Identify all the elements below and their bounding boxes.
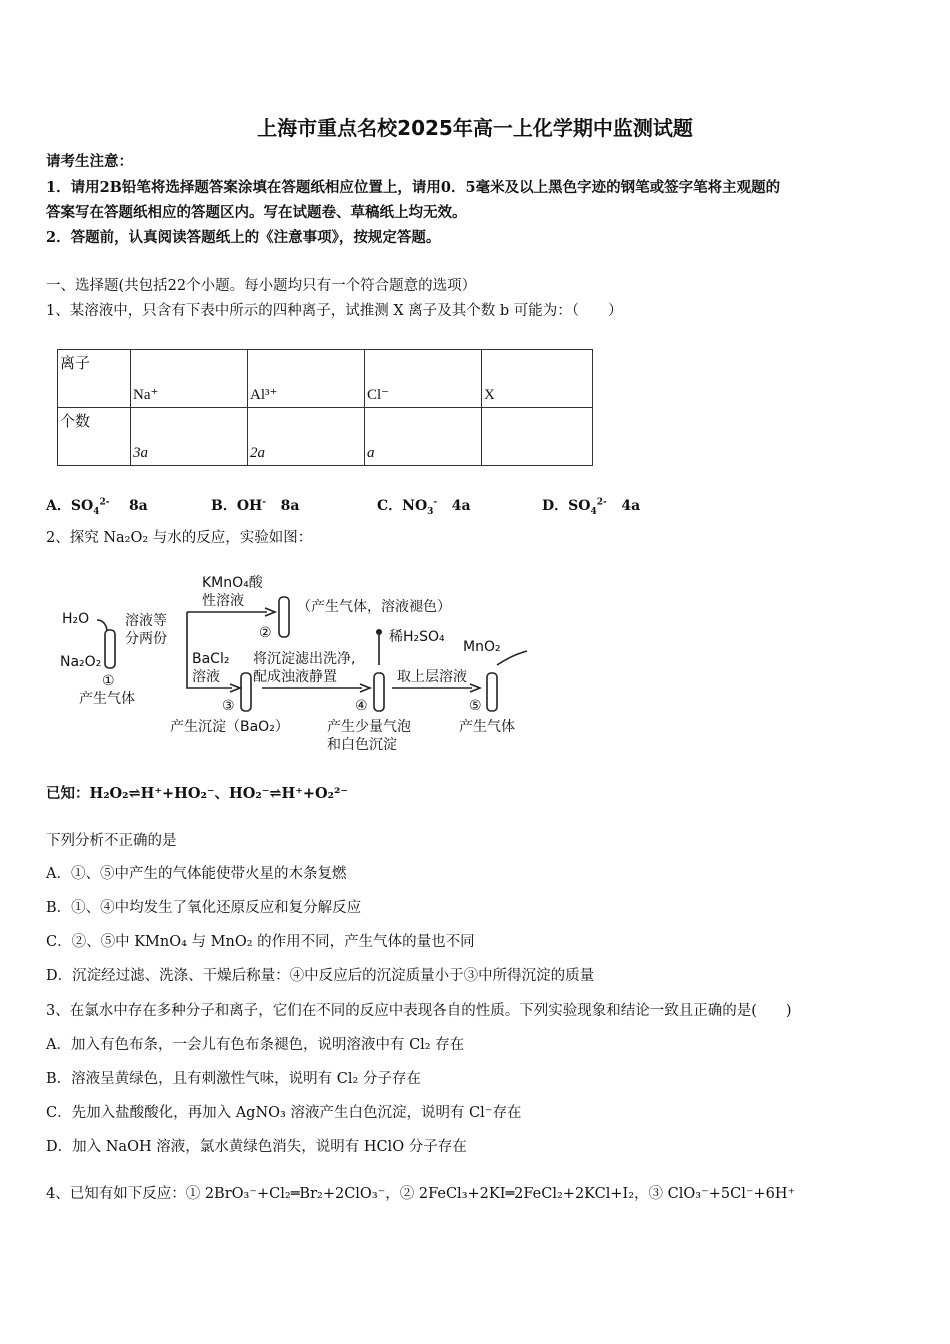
test-tube-5	[487, 673, 497, 711]
q1-option-d[interactable]	[542, 495, 640, 517]
q3-option-b[interactable]: B．溶液呈黄绿色，且有刺激性气味，说明有 Cl₂ 分子存在	[46, 1071, 421, 1087]
q3-option-d[interactable]: D．加入 NaOH 溶液，氯水黄绿色消失，说明有 HClO 分子存在	[46, 1139, 467, 1155]
label-filter-1: 将沉淀滤出洗净,	[253, 651, 356, 667]
label-mno2: MnO₂	[463, 639, 501, 655]
q1-option-a[interactable]	[46, 495, 148, 517]
label-bacl2: BaCl₂	[192, 651, 230, 667]
q4-stem: 4、已知有如下反应：① 2BrO₃⁻+Cl₂═Br₂+2ClO₃⁻，② 2FeCl₃+2KI═2FeCl₂+2KCl+I₂，③ ClO₃⁻+5Cl⁻+6H⁺	[46, 1186, 796, 1202]
option-a-sub: 4	[93, 506, 100, 517]
option-d-sup: 2-	[596, 497, 607, 508]
option-d-sub: 4	[590, 506, 597, 517]
notice-item-1b: 答案写在答题纸相应的答题区内。写在试题卷、草稿纸上均无效。	[46, 204, 467, 221]
ion-cl: Cl⁻	[367, 387, 390, 403]
label-split-1: 溶液等	[125, 613, 167, 629]
count-cl: a	[367, 445, 375, 461]
label-upper: 取上层溶液	[397, 669, 467, 685]
option-c-value: 4a	[451, 498, 471, 514]
label-kmno4: KMnO₄酸	[202, 575, 263, 591]
option-b-value: 8a	[280, 498, 300, 514]
option-d-label: D．SO	[542, 498, 591, 514]
test-tube-4	[374, 673, 384, 711]
table-cell	[58, 408, 131, 466]
table-cell	[365, 350, 482, 408]
notice-item-1a: 1．请用2B铅笔将选择题答案涂填在答题纸相应位置上，请用0．5毫米及以上黑色字迹的钢笔或签字笔将主观题的	[46, 179, 781, 196]
label-number-4: ④	[355, 698, 368, 714]
table-cell	[131, 408, 248, 466]
label-tube2-note: （产生气体，溶液褪色）	[297, 599, 451, 615]
q2-known: 已知：H₂O₂⇌H⁺+HO₂⁻、HO₂⁻⇌H⁺+O₂²⁻	[46, 785, 348, 802]
label-number-1: ①	[102, 673, 115, 689]
option-d-value: 4a	[621, 498, 641, 514]
count-al: 2a	[250, 445, 265, 461]
q2-option-b[interactable]: B．①、④中均发生了氧化还原反应和复分解反应	[46, 900, 362, 916]
q1-stem: 1、某溶液中，只含有下表中所示的四种离子，试推测 X 离子及其个数 b 可能为：（ ）	[46, 303, 623, 319]
option-a-label: A．SO	[46, 498, 94, 514]
notice-heading: 请考生注意：	[46, 153, 133, 170]
row-label-ion: 离子	[60, 354, 91, 372]
ion-na: Na⁺	[133, 387, 159, 403]
label-gas-5: 产生气体	[459, 719, 515, 735]
label-obs-4b: 和白色沉淀	[327, 737, 397, 753]
arrow-h2o	[97, 620, 107, 630]
test-tube-2	[279, 597, 289, 637]
page-title: 上海市重点名校2025年高一上化学期中监测试题	[257, 116, 693, 140]
dropper-bulb-icon	[376, 629, 382, 635]
label-number-5: ⑤	[469, 698, 482, 714]
table-row	[58, 408, 593, 466]
q1-option-c[interactable]	[377, 495, 471, 517]
label-number-2: ②	[259, 625, 272, 641]
label-number-3: ③	[222, 698, 235, 714]
table-cell	[58, 350, 131, 408]
label-filter-2: 配成浊液静置	[253, 669, 337, 685]
option-b-sup: -	[262, 497, 267, 508]
count-na: 3a	[133, 445, 148, 461]
option-b-label: B．OH	[211, 498, 263, 514]
ion-x: X	[484, 387, 495, 403]
spatula-mno2	[497, 651, 527, 665]
label-h2o: H₂O	[62, 611, 90, 627]
table-cell	[131, 350, 248, 408]
experiment-diagram	[57, 565, 537, 760]
label-obs-4a: 产生少量气泡	[327, 719, 411, 735]
label-h2so4: 稀H₂SO₄	[389, 629, 445, 645]
table-cell	[482, 408, 593, 466]
row-label-count: 个数	[60, 412, 91, 430]
q2-option-a[interactable]: A．①、⑤中产生的气体能使带火星的木条复燃	[46, 866, 347, 882]
option-a-value: 8a	[128, 498, 148, 514]
option-c-sub: 3	[427, 506, 434, 517]
test-tube-1	[105, 630, 115, 668]
table-cell	[248, 408, 365, 466]
table-row	[58, 350, 593, 408]
option-c-sup: -	[433, 497, 438, 508]
q2-option-d[interactable]: D．沉淀经过滤、洗涤、干燥后称量：④中反应后的沉淀质量小于③中所得沉淀的质量	[46, 968, 595, 984]
notice-item-2: 2．答题前，认真阅读答题纸上的《注意事项》，按规定答题。	[46, 229, 441, 246]
q3-option-a[interactable]: A．加入有色布条，一会儿有色布条褪色，说明溶液中有 Cl₂ 存在	[46, 1037, 465, 1053]
table-cell	[248, 350, 365, 408]
label-kmno4-b: 性溶液	[202, 593, 244, 609]
q3-option-c[interactable]: C．先加入盐酸酸化，再加入 AgNO₃ 溶液产生白色沉淀，说明有 Cl⁻存在	[46, 1105, 522, 1121]
ion-al: Al³⁺	[250, 387, 278, 403]
option-c-label: C．NO	[377, 498, 428, 514]
option-a-sup: 2-	[99, 497, 110, 508]
label-na2o2: Na₂O₂	[60, 654, 102, 670]
label-gas-1: 产生气体	[79, 691, 135, 707]
q1-option-b[interactable]	[211, 495, 299, 515]
q3-stem: 3、在氯水中存在多种分子和离子，它们在不同的反应中表现各自的性质。下列实验现象和结论一致且正确的是( )	[46, 1003, 792, 1019]
ion-table	[57, 349, 593, 466]
label-split-2: 分两份	[125, 631, 167, 647]
q2-stem: 2、探究 Na₂O₂ 与水的反应，实验如图：	[46, 530, 313, 546]
section-heading: 一、选择题(共包括22个小题。每小题均只有一个符合题意的选项）	[46, 278, 477, 294]
label-ppt-3: 产生沉淀（BaO₂）	[170, 719, 289, 735]
label-bacl2-b: 溶液	[192, 669, 220, 685]
table-cell	[365, 408, 482, 466]
table-cell	[482, 350, 593, 408]
q2-option-c[interactable]: C．②、⑤中 KMnO₄ 与 MnO₂ 的作用不同，产生气体的量也不同	[46, 934, 475, 950]
q2-ask: 下列分析不正确的是	[46, 833, 177, 849]
test-tube-3	[241, 673, 251, 711]
